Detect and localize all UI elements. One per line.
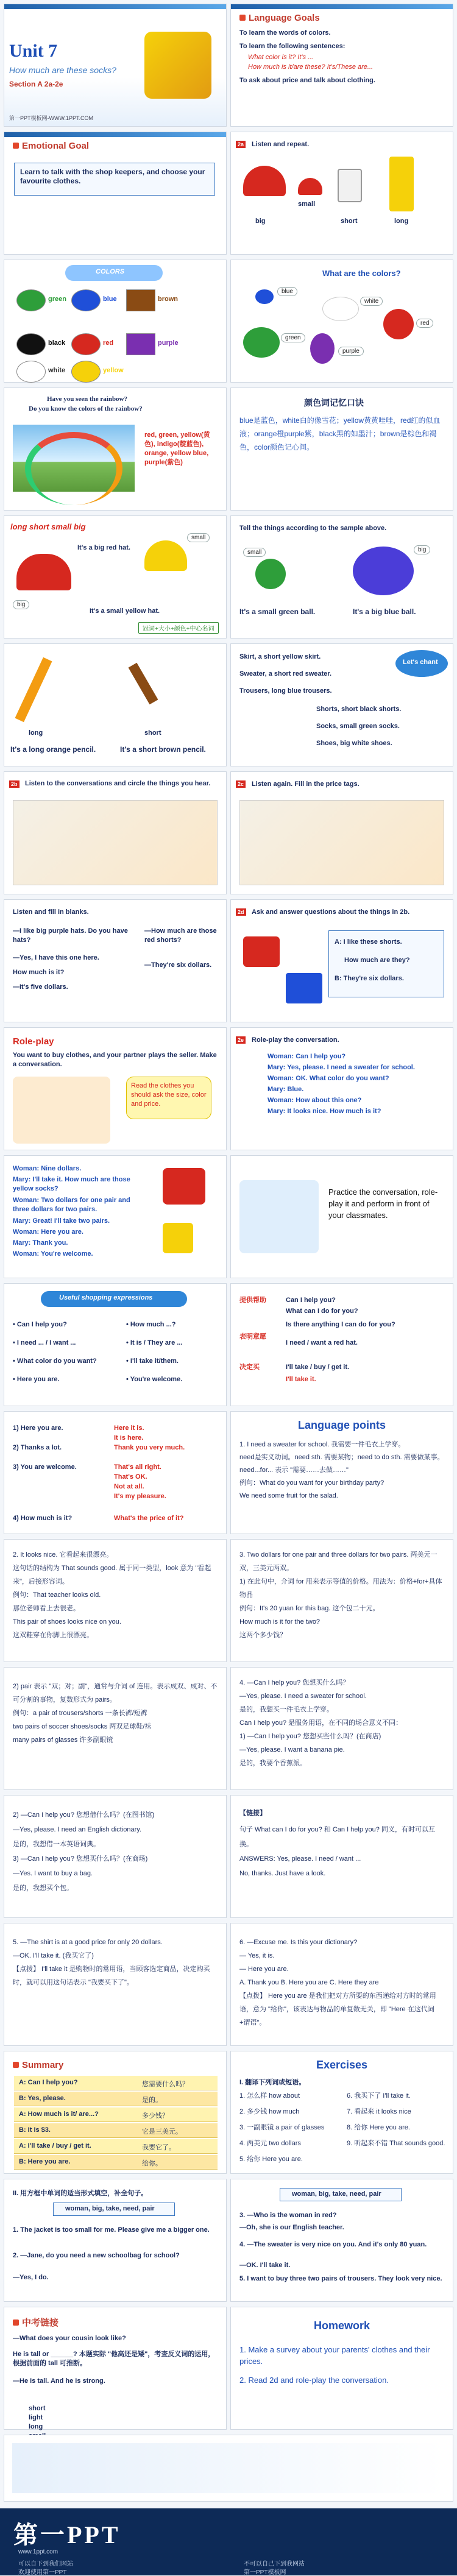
hats-line-2: It's a small yellow hat. — [90, 607, 160, 615]
clothes-chant-line-1: Skirt, a short yellow skirt. — [239, 653, 321, 660]
balls-caption: Tell the things according to the sample above. — [239, 525, 387, 532]
summary-cn: 您需要什么吗？ — [142, 2081, 189, 2088]
color-swatch-brown — [126, 289, 155, 311]
label-green: green — [281, 333, 305, 342]
fill-blanks-caption: Listen and fill in blanks. — [13, 908, 89, 916]
slide-language-points — [230, 1411, 453, 1534]
equiv-right-7: It's my pleasure. — [114, 1493, 166, 1500]
badge-2e: 2e — [236, 1036, 246, 1044]
fill-words2-line-2: —Oh, she is our English teacher. — [239, 2224, 344, 2231]
slide-emotional-goal — [4, 132, 227, 255]
conv2-line-7: Woman: You're welcome. — [13, 1250, 93, 1258]
footer-divider-inner — [12, 2443, 445, 2493]
color-label-brown: brown — [158, 295, 178, 303]
color-swatch-black — [16, 333, 46, 355]
color-label-blue: blue — [103, 295, 117, 303]
exercise-item: 2. 多少钱 how much — [239, 2108, 300, 2115]
can-i-help-text: 4. —Can I help you? 您想买什么吗？ —Yes, please. I need a sweater for school. 是的，我想买一件毛衣上学穿。 Can I help you? 是服务用语，在不同的场合意义不同： 1) —Can I help you? 您想买些什么吗？(在商店) —Yes, please. I want a banana pie. 是的，我要个香蕉派。 — [239, 1679, 403, 1767]
role-play-bubble-text: Read the clothes you should ask the size, color and price. — [131, 1082, 207, 1108]
link-text: 句子 What can I do for you? 和 Can I help you? 同义，有时可以互换。 ANSWERS: Yes, please. I need / want ... No, thanks. Just have a look. — [239, 1826, 435, 1877]
slide-2c — [230, 771, 453, 894]
expr-right-1: • How much ...? — [126, 1321, 176, 1328]
conversation-line-6: Mary: It looks nice. How much is it? — [267, 1108, 381, 1115]
phrase-2a: Is there anything I can do for you? — [286, 1321, 395, 1328]
sweater-illustration — [144, 32, 211, 99]
expressions-heading: Useful shopping expressions — [59, 1294, 153, 1301]
footer-left-1: 可以自下到我们网站 — [18, 2561, 73, 2567]
reading-children-illustration — [239, 1180, 319, 1253]
cabbage-icon — [243, 327, 280, 358]
slide-title — [4, 4, 227, 127]
label-small-ball: small — [243, 548, 266, 557]
equiv-right-5: That's OK. — [114, 1473, 147, 1481]
slide-looks-nice — [4, 1539, 227, 1662]
take-it-text: 5. —The shirt is at a good price for only 20 dollars. —OK. I'll take it. (我买它了) 【点拨】 I'll take it 是购物时的常用语，当顾客选定商品，决定购买时，就可以用这句话表示 "我要买下了"。 — [13, 1939, 210, 1986]
goal-line-4: How much is it/are these? It's/These are... — [248, 63, 374, 71]
color-label-purple: purple — [158, 339, 179, 347]
exercises-sub: I. 翻译下列词或短语。 — [239, 2079, 306, 2086]
slide-hats — [4, 515, 227, 639]
caption-2c: Listen again. Fill in the price tags. — [252, 780, 360, 788]
shorts-icon — [286, 973, 322, 1003]
color-swatch-purple — [126, 333, 155, 355]
summary-en: A: How much is it/ are...? — [19, 2111, 99, 2118]
language-goals-heading: Language Goals — [239, 13, 320, 23]
conv2-line-3: Woman: Two dollars for one pair and three dollars for two pairs. — [13, 1197, 130, 1213]
conversation-line-3: Woman: OK. What color do you want? — [267, 1075, 389, 1082]
color-chant-title: 颜色词记忆口诀 — [304, 398, 364, 408]
emotional-goal-heading: Emotional Goal — [13, 141, 89, 151]
badge-2c: 2c — [236, 780, 246, 788]
homework-line-2: 2. Read 2d and role-play the conversation. — [239, 2376, 389, 2385]
fill-right-1: —How much are those red shorts? — [144, 927, 217, 944]
slide-phrases — [230, 1283, 453, 1406]
clothes-picture-2c — [239, 800, 444, 885]
label-big-hat: big — [13, 600, 29, 609]
homework-line-1: 1. Make a survey about your parents' clothes and their prices. — [239, 2345, 430, 2366]
hats-heading: long short small big — [10, 522, 86, 531]
small-hat-icon — [298, 178, 322, 195]
short-pencil-icon — [129, 663, 158, 705]
footer-site[interactable]: www.1ppt.com — [18, 2549, 58, 2555]
fill-line-1: —I like big purple hats. Do you have hats? — [13, 927, 128, 944]
footer-logo: 第一PPT — [13, 2521, 121, 2549]
expr-left-3: • What color do you want? — [13, 1357, 97, 1365]
fill-line-2: —Yes, I have this one here. — [13, 954, 99, 961]
word-small: small — [298, 200, 316, 208]
color-label-green: green — [48, 295, 66, 303]
label-purple: purple — [338, 347, 364, 356]
goal-line-5: To ask about price and talk about clothing. — [239, 77, 375, 84]
socks-icon — [163, 1223, 193, 1253]
exam-line-3: —He is tall. And he is strong. — [13, 2377, 105, 2385]
purple-grapes-icon — [310, 333, 335, 364]
phrase-label-1: 提供帮助 — [239, 1297, 266, 1304]
balls-line-1: It's a small green ball. — [239, 607, 316, 616]
equiv-left-4: 4) How much is it? — [13, 1515, 73, 1522]
footer-right-2: 第一PPT模板网 — [244, 2569, 286, 2576]
clothes-chant-line-3: Trousers, long blue trousers. — [239, 687, 332, 695]
exam-line-2: He is tall or ______? 本题实际 "他高还是矮"，考查反义词的运用，根据前面的 tall 可推断。 — [13, 2351, 215, 2367]
exercise-item: 8. 给你 Here you are. — [347, 2124, 410, 2131]
watermark-url: 第一PPT模板网-WWW.1PPT.COM — [9, 115, 93, 121]
conversation-line-1: Woman: Can I help you? — [267, 1053, 346, 1060]
equiv-right-2: It is here. — [114, 1434, 144, 1442]
exercise-item: 6. 我买下了 I'll take it. — [347, 2092, 411, 2100]
word-long: long — [394, 218, 409, 225]
footer — [0, 2508, 457, 2575]
slide-exercises — [230, 2051, 453, 2174]
hats-rule: 冠词+大小+颜色+中心名词 — [138, 622, 219, 634]
slide-fill-blanks — [4, 899, 227, 1022]
fill-words2-line-5: 5. I want to buy three two pairs of trousers. They look very nice. — [239, 2275, 442, 2282]
slide-colors — [4, 260, 227, 383]
slide-fill-words-2 — [230, 2179, 453, 2302]
dialogue-2d-line-2: How much are they? — [344, 957, 410, 964]
color-label-black: black — [48, 339, 66, 347]
exam-link-heading: 中考链接 — [13, 2316, 58, 2329]
can-i-help-2-text: 2) —Can I help you? 您想借什么吗？(在图书馆) —Yes, please. I need an English dictionary. 是的，我想借一本英语词典。 3) —Can I help you? 您想买什么吗？(在商场) —Yes. I want to buy a bag. 是的，我想买个包。 — [13, 1811, 155, 1892]
fill-words2-line-3: 4. —The sweater is very nice on you. And it's only 80 yuan. — [239, 2241, 427, 2248]
summary-row — [14, 2123, 218, 2138]
slide-here-you-are — [230, 1923, 453, 2046]
big-red-hat-icon — [16, 554, 71, 590]
slide-language-goals — [230, 4, 453, 127]
equiv-left-3: 3) You are welcome. — [13, 1463, 77, 1471]
badge-2a: 2a — [236, 141, 246, 148]
label-short-pencil: short — [144, 729, 161, 737]
fill-words2-line-1: 3. —Who is the woman in red? — [239, 2212, 337, 2219]
summary-cn: 是的。 — [142, 2097, 162, 2104]
label-long-pencil: long — [29, 729, 43, 737]
summary-row — [14, 2076, 218, 2090]
pencils-line-1: It's a long orange pencil. — [10, 745, 96, 754]
summary-row — [14, 2107, 218, 2122]
footer-left-2: 欢迎使用第一PPT — [18, 2569, 67, 2576]
word-big: big — [255, 218, 266, 225]
expr-right-3: • I'll take it/them. — [126, 1357, 179, 1365]
rainbow-answer: red, green, yellow(黄色), indigo(靛蓝色), orange, yellow blue, purple(紫色) — [144, 431, 210, 466]
conv2-line-1: Woman: Nine dollars. — [13, 1165, 82, 1172]
slide-can-i-help-2 — [4, 1795, 227, 1918]
emotional-goal-text: Learn to talk with the shop keepers, and choose your favourite clothes. — [20, 168, 205, 185]
practice-text: Practice the conversation, role-play it and perform in front of your classmates. — [328, 1187, 438, 1220]
slide-fill-words — [4, 2179, 227, 2302]
caption-2a: Listen and repeat. — [252, 141, 310, 148]
fill-line-3: How much is it? — [13, 969, 65, 976]
fill-words-heading: II. 用方框中单词的适当形式填空，补全句子。 — [13, 2190, 148, 2197]
rainbow-question-1: Have you seen the rainbow? — [47, 395, 127, 403]
unit-subtitle: How much are these socks? — [9, 65, 116, 75]
shop-illustration — [13, 1077, 110, 1144]
summary-en: B: It is $3. — [19, 2126, 51, 2134]
expr-right-2: • It is / They are ... — [126, 1339, 183, 1346]
slide-role-play — [4, 1027, 227, 1150]
sweater-icon — [163, 1168, 205, 1205]
phrase-2b: I need / want a red hat. — [286, 1339, 358, 1346]
badge-2b: 2b — [9, 780, 19, 788]
color-label-yellow: yellow — [103, 367, 124, 374]
goal-line-2: To learn the following sentences: — [239, 43, 345, 50]
color-swatch-green — [16, 289, 46, 311]
color-swatch-red — [71, 333, 101, 355]
blue-bird-icon — [255, 289, 274, 304]
exercises-title: Exercises — [316, 2059, 368, 2071]
word-box-2-text: woman, big, take, need, pair — [292, 2190, 381, 2198]
color-label-red: red — [103, 339, 114, 347]
label-blue: blue — [277, 287, 297, 296]
clothes-picture-2b — [13, 800, 218, 885]
slide-rainbow — [4, 387, 227, 511]
summary-row — [14, 2092, 218, 2106]
summary-cn: 给你。 — [142, 2160, 162, 2167]
here-you-are-text: 6. —Excuse me. Is this your dictionary? — Yes, it is. — Here you are. A. Thank you B. Here you are C. Here they are 【点拨】 Here you are 是我们把对方所要的东西递给对方时的常用语，意为 "给你"，该表达与物品的单复数无关，即 "Here 在这代词+谓语"。 — [239, 1939, 436, 2026]
slide-what-colors — [230, 260, 453, 383]
long-pencil-icon — [15, 657, 52, 722]
expr-left-1: • Can I help you? — [13, 1321, 67, 1328]
slide-2d — [230, 899, 453, 1022]
equiv-right-1: Here it is. — [114, 1424, 144, 1432]
conversation-line-2: Mary: Yes, please. I need a sweater for school. — [267, 1064, 415, 1071]
pair-text: 2) pair 表示 "双；对；副"，通常与介词 of 连用。表示成双、成对、不可分割的事物，复数形式为 pairs。 例句：a pair of trousers/shorts 一条长裤/短裤 two pairs of soccer shoes/socks 两双足球鞋/袜 many pairs of glasses 许多副眼镜 — [13, 1683, 218, 1744]
looks-nice-text: 2. It looks nice. 它看起来很漂亮。 这句话的结构为 That sounds good. 属于同一类型，look 意为 "看起来"，后接形容词。 例句：That teacher looks old. 那位老师看上去很老。 This pair of shoes looks nice on you. 这双鞋穿在你脚上很漂亮。 — [13, 1551, 211, 1639]
fill-words2-line-4: —OK. I'll take it. — [239, 2262, 291, 2269]
slide-color-chant — [230, 387, 453, 511]
rainbow-arc — [25, 432, 122, 505]
label-white: white — [360, 297, 383, 306]
slide-equivalents — [4, 1411, 227, 1534]
equiv-right-8: What's the price of it? — [114, 1515, 184, 1522]
dialogue-2d-line-1: A: I like these shorts. — [335, 938, 402, 946]
footer-right-1: 不可以自己下到我网站 — [244, 2561, 305, 2567]
big-hat-icon — [243, 166, 286, 196]
summary-cn: 多少钱？ — [142, 2112, 169, 2120]
exercise-item: 9. 听起来不错 That sounds good. — [347, 2140, 445, 2147]
color-label-white: white — [48, 367, 66, 374]
slide-summary — [4, 2051, 227, 2174]
unit-title: Unit 7 — [9, 41, 58, 61]
slide-link — [230, 1795, 453, 1918]
chant-bubble-text: Let's chant — [403, 659, 438, 666]
role-play-text: You want to buy clothes, and your partner plays the seller. Make a conversation. — [13, 1052, 217, 1068]
summary-cn: 它是三美元。 — [142, 2128, 182, 2135]
summary-row — [14, 2155, 218, 2170]
slide-practice — [230, 1155, 453, 1278]
expr-left-2: • I need ... / I want ... — [13, 1339, 76, 1346]
rainbow-question-2: Do you know the colors of the rainbow? — [29, 405, 143, 412]
caption-2e: Role-play the conversation. — [252, 1036, 339, 1044]
color-swatch-blue — [71, 289, 101, 311]
conversation-line-4: Mary: Blue. — [267, 1086, 304, 1093]
red-rose-icon — [383, 309, 414, 339]
big-blue-ball-icon — [353, 547, 414, 595]
slide-2e — [230, 1027, 453, 1150]
fill-words-line-1: 1. The jacket is too small for me. Please give me a bigger one. — [13, 2226, 210, 2234]
expr-right-4: • You're welcome. — [126, 1376, 183, 1383]
slide-can-i-help — [230, 1667, 453, 1790]
slide-2a — [230, 132, 453, 255]
slide-balls — [230, 515, 453, 639]
label-big-ball: big — [414, 545, 430, 554]
conv2-line-4: Mary: Great! I'll take two pairs. — [13, 1217, 110, 1225]
role-play-heading: Role-play — [13, 1036, 54, 1047]
exercise-item: 7. 看起来 it looks nice — [347, 2108, 411, 2115]
clothes-chant-line-6: Shoes, big white shoes. — [316, 740, 392, 747]
equiv-right-3: Thank you very much. — [114, 1444, 185, 1451]
balls-line-2: It's a big blue ball. — [353, 607, 416, 616]
conv2-line-6: Mary: Thank you. — [13, 1239, 68, 1247]
slide-conversation-2 — [4, 1155, 227, 1278]
two-dollars-text: 3. Two dollars for one pair and three dollars for two pairs. 两美元一双，三美元两双。 1) 在此句中，介词 for 用来表示等值的价格。用法为：价格+for+具体物品 例句：It's 20 yuan for this bag. 这个包二十元。 How much is it for the two? 这两个多少钱？ — [239, 1551, 442, 1639]
exercise-item: 4. 两美元 two dollars — [239, 2140, 301, 2147]
language-points-text: 1. I need a sweater for school. 我需要一件毛衣上学穿。 need是实义动词。need sth. 需要某物；need to do sth. 需要做某事。 need...for... 表示 "需要……去做……" 例句：What do you want for your birthday party? We need some fruit for the salad. — [239, 1441, 444, 1499]
exercise-item: 5. 给你 Here you are. — [239, 2156, 303, 2163]
phrase-1a: Can I help you? — [286, 1297, 336, 1304]
long-socks-icon — [389, 157, 414, 211]
small-yellow-hat-icon — [144, 540, 187, 571]
summary-cn: 我要它了。 — [142, 2144, 175, 2151]
color-swatch-white — [16, 361, 46, 383]
slide-take-it — [4, 1923, 227, 2046]
equiv-left-2: 2) Thanks a lot. — [13, 1444, 62, 1451]
color-chant-text: blue是蓝色，white白的像雪花；yellow黄黄哇哇，red红的似血液；orange橙purple紫，black黑的如墨汁；brown是棕色和褐色，color颜色记心间。 — [239, 416, 441, 451]
slide-shopping-expressions — [4, 1283, 227, 1406]
badge-2d: 2d — [236, 908, 246, 916]
clothes-chant-line-2: Sweater, a short red sweater. — [239, 670, 332, 678]
exercise-item: 3. 一副眼镜 a pair of glasses — [239, 2124, 325, 2131]
short-socks-icon — [338, 169, 362, 202]
phrase-1b: What can I do for you? — [286, 1307, 358, 1315]
clothes-chant-line-5: Socks, small green socks. — [316, 723, 400, 730]
what-colors-question: What are the colors? — [322, 269, 401, 278]
word-box-text: woman, big, take, need, pair — [65, 2205, 155, 2212]
phrase-label-2: 表明意愿 — [239, 1333, 266, 1340]
white-eggs-icon — [322, 297, 359, 321]
equiv-right-4: That's all right. — [114, 1463, 161, 1471]
section-label: Section A 2a-2e — [9, 80, 63, 88]
label-small-hat: small — [187, 533, 210, 542]
slide-pair — [4, 1667, 227, 1790]
equiv-left-1: 1) Here you are. — [13, 1424, 63, 1432]
phrase-3a: I'll take / buy / get it. — [286, 1364, 350, 1371]
summary-en: A: Can I help you? — [19, 2079, 78, 2086]
exam-line-1: —What does your cousin look like? — [13, 2335, 126, 2342]
fill-words-line-2: 2. —Jane, do you need a new schoolbag for school? — [13, 2252, 180, 2259]
summary-en: B: Yes, please. — [19, 2095, 66, 2102]
word-short: short — [341, 218, 358, 225]
slide-exam-link — [4, 2307, 227, 2430]
bag-icon — [243, 936, 280, 967]
dialogue-2d-line-3: B: They're six dollars. — [335, 975, 404, 982]
pencils-line-2: It's a short brown pencil. — [120, 745, 206, 754]
phrase-3b: I'll take it. — [286, 1376, 316, 1383]
fill-line-4: —It's five dollars. — [13, 983, 68, 991]
exercise-item: 1. 怎么样 how about — [239, 2092, 300, 2100]
slide-2b — [4, 771, 227, 894]
summary-heading: Summary — [13, 2060, 63, 2070]
equiv-right-6: Not at all. — [114, 1483, 144, 1490]
option-c[interactable]: long — [29, 2423, 43, 2430]
conv2-line-2: Mary: I'll take it. How much are those yellow socks? — [13, 1176, 130, 1192]
exam-options — [29, 2395, 218, 2441]
option-b[interactable]: light — [29, 2414, 43, 2421]
summary-en: B: Here you are. — [19, 2158, 71, 2165]
conversation-line-5: Woman: How about this one? — [267, 1097, 362, 1104]
option-a[interactable]: short — [29, 2405, 46, 2412]
color-swatch-yellow — [71, 361, 101, 383]
slide-pencils — [4, 643, 227, 766]
caption-2b: Listen to the conversations and circle the things you hear. — [25, 780, 211, 787]
homework-title: Homework — [313, 2319, 370, 2332]
label-red: red — [416, 319, 433, 328]
clothes-chant-line-4: Shorts, short black shorts. — [316, 706, 402, 713]
expr-left-4: • Here you are. — [13, 1376, 60, 1383]
caption-2d: Ask and answer questions about the things in 2b. — [252, 908, 410, 916]
conv2-line-5: Woman: Here you are. — [13, 1228, 83, 1236]
fill-words-line-3: —Yes, I do. — [13, 2274, 49, 2281]
goal-line-3: What color is it? It's ... — [248, 54, 314, 61]
slide-two-dollars — [230, 1539, 453, 1662]
link-heading: 【链接】 — [239, 1810, 266, 1817]
small-green-ball-icon — [255, 559, 286, 589]
hats-line-1: It's a big red hat. — [77, 544, 130, 551]
language-points-title: Language points — [298, 1419, 386, 1431]
slide-homework — [230, 2307, 453, 2430]
summary-row — [14, 2139, 218, 2154]
slide-clothes-chant — [230, 643, 453, 766]
summary-en: A: I'll take / buy / get it. — [19, 2142, 91, 2150]
colors-title: COLORS — [96, 268, 125, 275]
phrase-label-3: 决定买 — [239, 1364, 260, 1371]
goal-line-1: To learn the words of colors. — [239, 29, 331, 37]
fill-right-2: —They're six dollars. — [144, 961, 212, 969]
